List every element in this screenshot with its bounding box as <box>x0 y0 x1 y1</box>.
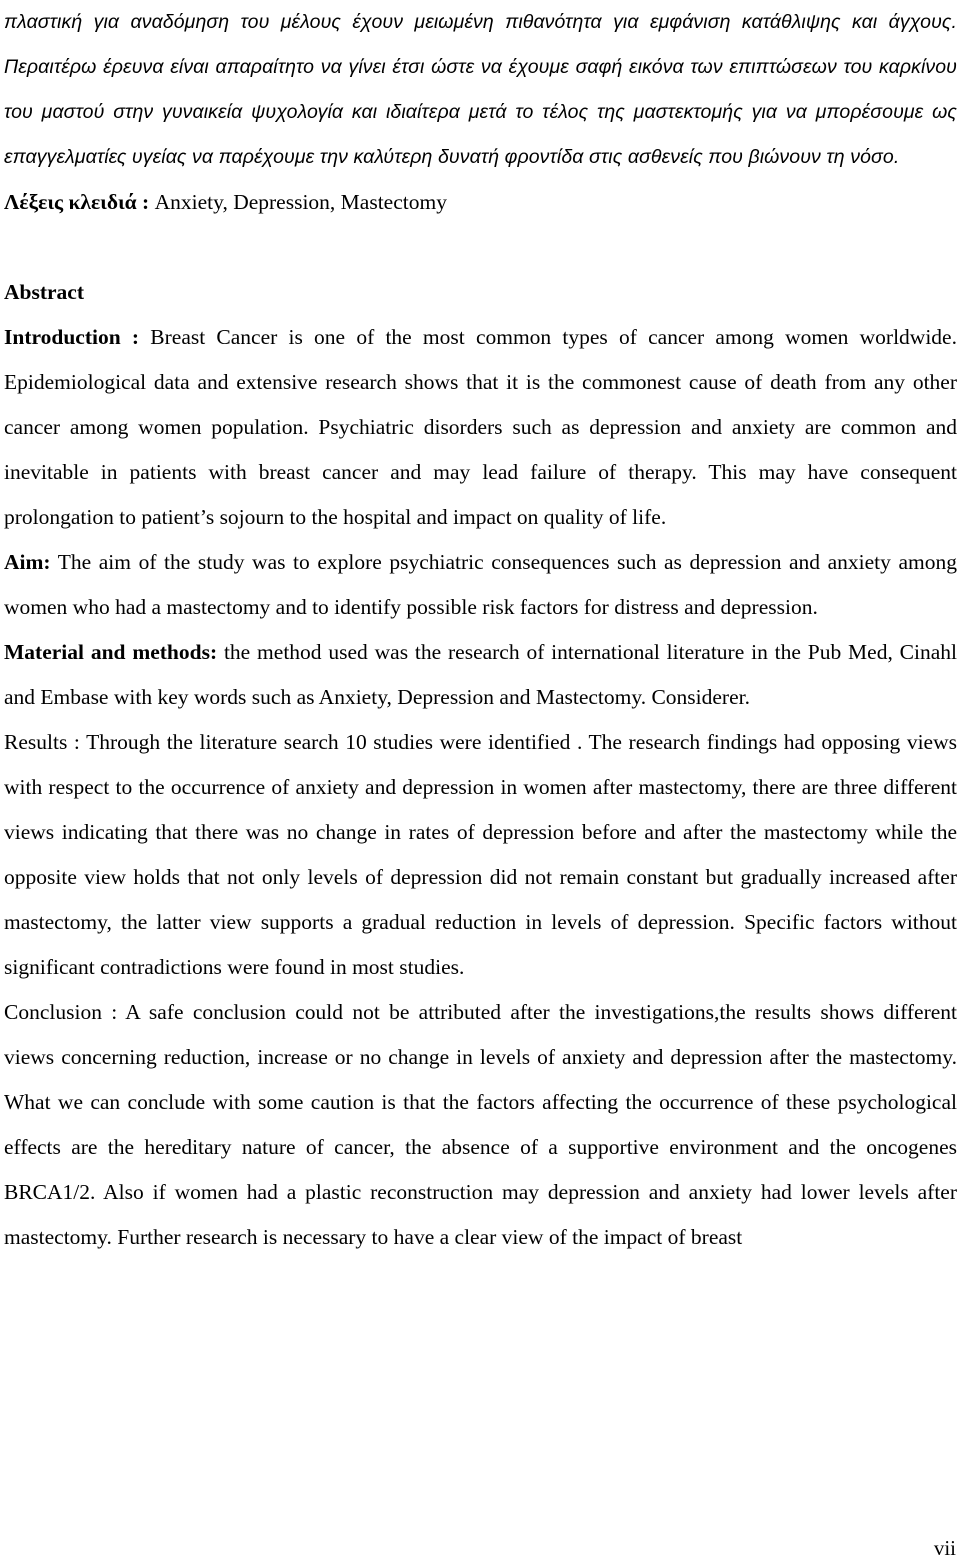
page-number: vii <box>933 1536 956 1560</box>
abstract-heading: Abstract <box>4 280 85 304</box>
results-paragraph: Results : Through the literature search 10 studies were identified . The research findings had opposing views with respect to the occurrence of anxiety and depression in women after mastectomy, there are three different views indicating that there was no change in rates of depression before and after the mastectomy while the opposite view holds that not only levels of depression did not remain constant but gradually increased after mastectomy, the latter view supports a gradual reduction in levels of depression. Specific factors without significant contradictions were found in most studies. <box>4 730 957 979</box>
methods-paragraph <box>4 630 957 720</box>
keywords-label: Λέξεις κλειδιά : <box>4 190 150 214</box>
spacer <box>4 225 957 270</box>
aim-label: Aim: <box>4 550 51 574</box>
aim-paragraph <box>4 540 957 630</box>
conclusion-paragraph: Conclusion : A safe conclusion could not be attributed after the investigations,the results shows different views concerning reduction, increase or no change in levels of anxiety and depression after the mastectomy. What we can conclude with some caution is that the factors affecting the occurrence of these psychological effects are the hereditary nature of cancer, the absence of a supportive environment and the oncogenes BRCA1/2. Also if women had a plastic reconstruction may depression and anxiety had lower levels after mastectomy. Further research is necessary to have a clear view of the impact of breast <box>4 1000 957 1249</box>
keywords-line <box>4 180 957 225</box>
greek-paragraph: πλαστική για αναδόμηση του μέλους έχουν μειωμένη πιθανότητα για εμφάνιση κατάθλιψης και άγχους. Περαιτέρω έρευνα είναι απαραίτητο να γίνει έτσι ώστε να έχουμε σαφή εικόνα των επιπτώσεων του καρκίνου του μαστού στην γυναικεία ψυχολογία και ιδιαίτερα μετά το τέλος της μαστεκτομής για να μπορέσουμε ως επαγγελματίες υγείας να παρέχουμε την καλύτερη δυνατή φροντίδα στις ασθενείς που βιώνουν τη νόσο. <box>4 11 957 168</box>
introduction-paragraph <box>4 315 957 540</box>
methods-label: Material and methods: <box>4 640 218 664</box>
introduction-text: Breast Cancer is one of the most common types of cancer among women worldwide. Epidemiological data and extensive research shows that it is the commonest cause of death from any other cancer among women population. Psychiatric disorders such as depression and anxiety are common and inevitable in patients with breast cancer and may lead failure of therapy. This may have consequent prolongation to patient’s sojourn to the hospital and impact on quality of life. <box>4 325 957 529</box>
methods-text: the method used was the research of international literature in the Pub Med, Cinahl and Embase with key words such as Anxiety, Depression and Mastectomy. Considerer. <box>4 640 957 709</box>
keywords-text: Anxiety, Depression, Mastectomy <box>149 190 447 214</box>
document-page <box>4 0 957 1260</box>
introduction-label: Introduction : <box>4 325 140 349</box>
aim-text: The aim of the study was to explore psychiatric consequences such as depression and anxiety among women who had a mastectomy and to identify possible risk factors for distress and depression. <box>4 550 957 619</box>
